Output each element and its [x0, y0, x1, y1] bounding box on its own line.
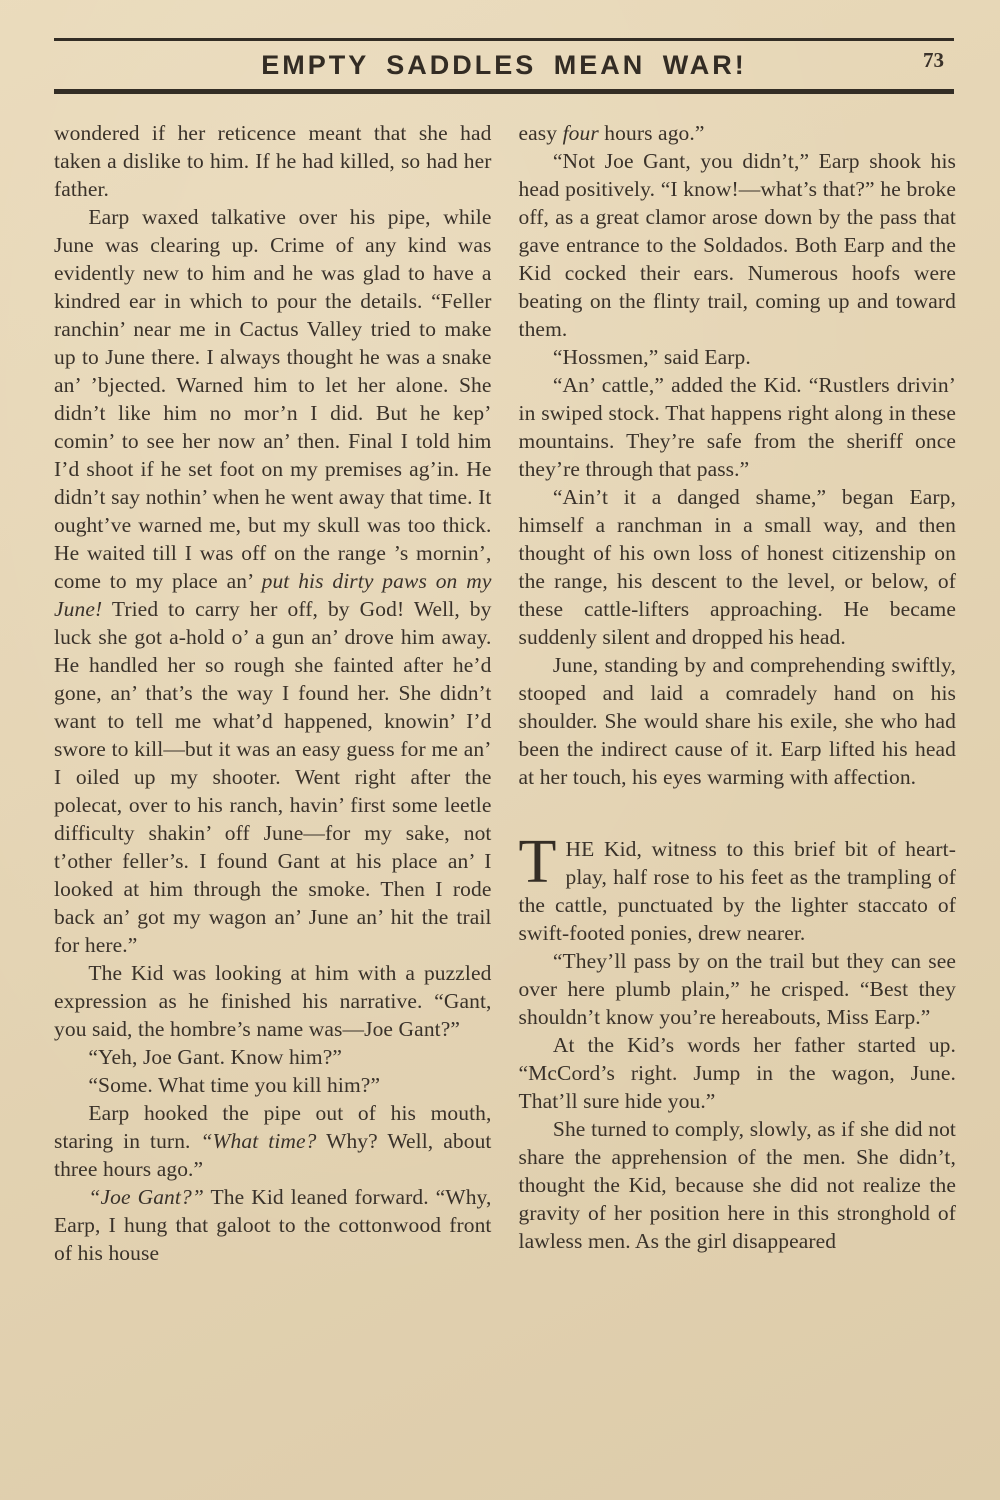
header-row [54, 41, 954, 89]
text-run: “An’ cattle,” added the Kid. “Rustlers drivin’ in swiped stock. That happens right along in these mountains. They’re safe from the sheriff once they’re through that pass.” [518, 373, 956, 481]
paragraph [54, 1043, 492, 1071]
text-run: Earp hooked the pipe out of his mouth, staring in turn. [54, 1101, 492, 1153]
text-run: “Not Joe Gant, you didn’t,” Earp shook his head positively. “I know!—what’s that?” he broke off, as a great clamor arose down by the pass that gave entrance to the Soldados. Both Earp and the Kid cocked their ears. Numerous hoofs were beating on the flinty trail, coming up and toward them. [518, 149, 956, 341]
text-run: She turned to comply, slowly, as if she did not share the apprehension of the men. She didn’t, thought the Kid, because she did not realize the gravity of her position here in this stronghold of lawless men. As the girl disappeared [518, 1117, 956, 1253]
page-number: 73 [923, 48, 944, 72]
drop-cap: T [518, 828, 557, 896]
paragraph [519, 651, 957, 791]
text-run: “Some. What time you kill him?” [88, 1073, 381, 1097]
running-title: EMPTY SADDLES MEAN WAR! [261, 49, 747, 80]
paragraph [54, 1099, 492, 1183]
text-run: Earp waxed talkative over his pipe, while June was clearing up. Crime of any kind was evidently new to him and he was glad to have a kindred ear in which to pour the details. “Feller ranchin’ near me in Cactus Valley tried to make up to June there. I always thought he was a snake an’ ’bjected. Warned him to let her alone. She didn’t like him no mor’n I did. But he kep’ comin’ to see her now an’ then. Final I told him I’d shoot if he set foot on my premises ag’in. He didn’t say nothin’ when he went away that time. It ought’ve warned me, but my skull was too thick. He waited till I was off on the range ’s mornin’, come to my place an’ [54, 205, 492, 593]
text-run: The Kid was looking at him with a puzzled expression as he finished his narrative. “Gant, you said, the hombre’s name was—Joe Gant?” [54, 961, 492, 1041]
text-run: “Ain’t it a danged shame,” began Earp, himself a ranchman in a small way, and then thought of his own loss of honest citizenship on the range, his descent to the level, or below, of these cattle-lifters approaching. He became suddenly silent and dropped his head. [518, 485, 956, 649]
paragraph [519, 147, 957, 343]
paragraph [54, 1183, 492, 1267]
paragraph [54, 1071, 492, 1099]
text-run: “Hossmen,” said Earp. [552, 345, 751, 369]
paragraph [518, 828, 957, 947]
text-run: four [562, 121, 599, 145]
text-run: put his dirty paws on my June! [54, 569, 492, 621]
paragraph [519, 371, 957, 483]
text-columns [54, 119, 956, 1267]
paragraph [519, 1115, 957, 1255]
text-run: wondered if her reticence meant that she had taken a dislike to him. If he had killed, so had her father. [54, 121, 492, 201]
left-column [54, 119, 492, 1267]
text-run: easy [518, 121, 563, 145]
text-run: “Yeh, Joe Gant. Know him?” [88, 1045, 342, 1069]
paragraph [519, 343, 957, 371]
text-run: June, standing by and comprehending swiftly, stooped and laid a comradely hand on his shoulder. She would share his exile, she who had been the indirect cause of it. Earp lifted his head at her touch, his eyes warming with affection. [518, 653, 956, 789]
text-run: “What time? [200, 1129, 317, 1153]
paragraph [519, 1031, 957, 1115]
text-run: Why? Well, about three hours ago.” [54, 1129, 492, 1181]
paragraph [54, 119, 492, 203]
text-run: “Joe Gant?” [88, 1185, 204, 1209]
text-run: hours ago.” [598, 121, 705, 145]
paragraph [519, 947, 957, 1031]
paragraph [519, 483, 957, 651]
paragraph [519, 119, 957, 147]
paragraph [54, 959, 492, 1043]
paragraph [54, 203, 492, 959]
text-run: HE Kid, witness to this brief bit of heart-play, half rose to his feet as the trampling of the cattle, punctuated by the lighter staccato of swift-footed ponies, drew nearer. [518, 837, 956, 945]
header-rule-bottom [54, 89, 954, 94]
text-run: The Kid leaned forward. “Why, Earp, I hung that galoot to the cottonwood front of his house [54, 1185, 492, 1265]
text-run: At the Kid’s words her father started up. “McCord’s right. Jump in the wagon, June. That’ll sure hide you.” [518, 1033, 956, 1113]
right-column [519, 119, 957, 1267]
text-run: Tried to carry her off, by God! Well, by luck she got a-hold o’ a gun an’ drove him away. He handled her so rough she fainted after he’d gone, an’ that’s the way I found her. She didn’t want to tell me what’d happened, knowin’ I’d swore to kill—but it was an easy guess for me an’ I oiled up my shooter. Went right after the polecat, over to his ranch, havin’ first some leetle difficulty shakin’ off June—for my sake, not t’other feller’s. I found Gant at his place an’ I looked at him through the smoke. Then I rode back an’ got my wagon an’ June an’ hit the trail for here.” [54, 597, 492, 957]
text-run: “They’ll pass by on the trail but they can see over here plumb plain,” he crisped. “Best they shouldn’t know you’re hereabouts, Miss Earp.” [518, 949, 956, 1029]
page-header [54, 0, 954, 94]
